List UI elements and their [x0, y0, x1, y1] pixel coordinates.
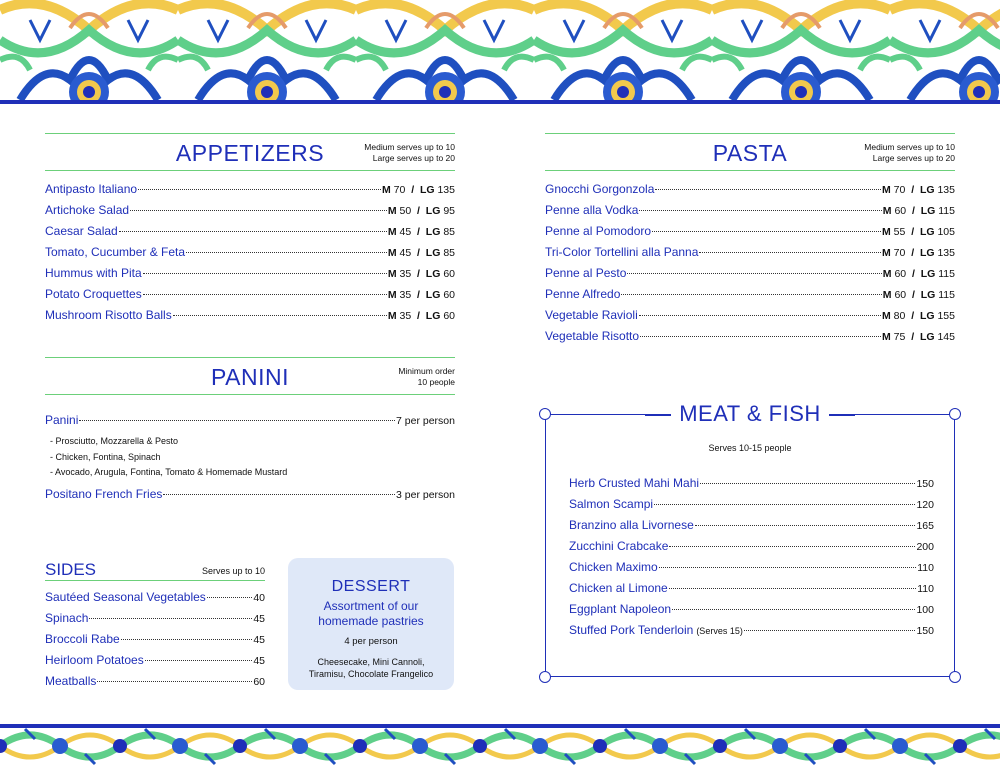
item-name: Panini	[45, 413, 79, 427]
size-medium-label: M	[881, 310, 891, 322]
panini-note-line1: Minimum order	[398, 366, 455, 376]
item-name: Spinach	[45, 611, 89, 625]
pasta-note-line2: Large serves up to 20	[872, 153, 955, 163]
size-large-label: LG	[425, 310, 441, 322]
list-item	[569, 560, 934, 581]
item-price: 100	[916, 604, 934, 616]
dot-leader	[89, 618, 252, 619]
list-item	[45, 632, 265, 653]
list-item	[45, 413, 455, 434]
dot-leader	[163, 494, 395, 495]
item-name: Tomato, Cucumber & Feta	[45, 245, 186, 259]
item-price	[388, 205, 455, 217]
size-large-label: LG	[920, 205, 936, 217]
size-medium-label: M	[387, 205, 397, 217]
list-item	[569, 623, 934, 644]
price-medium: 75	[893, 331, 906, 343]
meat-fish-title: MEAT & FISH	[667, 401, 833, 427]
appetizers-section	[45, 133, 455, 329]
price-large: 85	[443, 226, 455, 238]
item-name: Chicken al Limone	[569, 581, 668, 595]
pasta-note-line1: Medium serves up to 10	[864, 142, 955, 152]
list-item	[545, 182, 955, 203]
price-medium: 55	[893, 226, 906, 238]
list-item	[569, 518, 934, 539]
dot-leader	[639, 210, 881, 211]
meat-fish-box	[545, 401, 955, 677]
dot-leader	[672, 609, 915, 610]
price-large: 105	[937, 226, 955, 238]
sides-header	[45, 559, 265, 581]
sides-title: SIDES	[45, 560, 97, 579]
list-item	[569, 602, 934, 623]
price-medium: 60	[894, 268, 907, 280]
panini-option: - Avocado, Arugula, Fontina, Tomato & Homemade Mustard	[50, 467, 288, 477]
item-price: 120	[916, 499, 934, 511]
dot-leader	[654, 504, 915, 505]
size-large-label: LG	[419, 184, 435, 196]
size-medium-label: M	[882, 268, 892, 280]
dot-leader	[143, 294, 387, 295]
list-item	[45, 182, 455, 203]
item-price: 110	[917, 583, 934, 595]
size-large-label: LG	[425, 268, 441, 280]
size-separator: /	[417, 247, 420, 259]
price-large: 135	[437, 184, 455, 196]
appetizers-header	[45, 133, 455, 171]
item-price: 45	[253, 655, 265, 667]
price-medium: 35	[399, 289, 412, 301]
dessert-portion: 4 per person	[344, 636, 398, 647]
size-medium-label: M	[387, 247, 397, 259]
pasta-section	[545, 133, 955, 350]
dot-leader	[130, 210, 387, 211]
dessert-title: DESSERT	[331, 578, 411, 595]
appetizers-title: APPETIZERS	[175, 140, 325, 166]
size-medium-label: M	[881, 331, 891, 343]
top-tile-border	[0, 0, 1000, 104]
item-name: Artichoke Salad	[45, 203, 130, 217]
sides-serving-note: Serves up to 10	[201, 566, 265, 576]
price-large: 115	[938, 289, 955, 301]
price-large: 145	[937, 331, 955, 343]
item-price	[388, 226, 455, 238]
dot-leader	[145, 660, 253, 661]
size-large-label: LG	[425, 205, 441, 217]
price-large: 60	[443, 289, 455, 301]
item-name: Positano French Fries	[45, 486, 163, 501]
list-item	[545, 287, 955, 308]
meat-fish-header	[546, 401, 954, 427]
item-name: Penne Alfredo	[545, 287, 621, 301]
price-large: 135	[937, 184, 955, 196]
size-medium-label: M	[381, 184, 391, 196]
dessert-desc-line1: Assortment of our	[323, 599, 419, 613]
panini-list	[45, 413, 455, 434]
corner-ornament	[539, 671, 551, 683]
dot-leader	[655, 189, 881, 190]
panini-section	[45, 357, 455, 508]
size-separator: /	[911, 247, 915, 259]
item-name: Zucchini Crabcake	[569, 539, 669, 553]
panini-title: PANINI	[211, 364, 289, 390]
item-price	[882, 331, 955, 343]
item-price	[882, 310, 955, 322]
tile-pattern-bottom	[0, 724, 1000, 773]
list-item	[45, 590, 265, 611]
item-price: 150	[916, 625, 934, 637]
item-price	[883, 205, 955, 217]
item-price	[882, 247, 955, 259]
size-large-label: LG	[919, 226, 935, 238]
size-separator: /	[911, 268, 915, 280]
price-medium: 45	[399, 247, 412, 259]
item-price: 165	[916, 520, 934, 532]
size-large-label: LG	[920, 268, 936, 280]
dessert-list-line2: Tiramisu, Chocolate Frangelico	[308, 669, 434, 679]
dessert-varieties	[288, 656, 454, 680]
item-price	[882, 184, 955, 196]
price-medium: 80	[893, 310, 906, 322]
appetizers-serving-note	[364, 142, 455, 164]
price-medium: 70	[893, 247, 906, 259]
list-item	[45, 245, 455, 266]
panini-option: - Prosciutto, Mozzarella & Pesto	[50, 436, 179, 446]
panini-note-line2: 10 people	[417, 377, 455, 387]
panini-header	[45, 357, 455, 395]
item-price	[388, 310, 455, 322]
dot-leader	[173, 315, 387, 316]
item-price: 40	[253, 592, 265, 604]
corner-ornament	[949, 671, 961, 683]
price-large: 95	[443, 205, 455, 217]
size-separator: /	[417, 289, 420, 301]
item-name: Caesar Salad	[45, 224, 118, 238]
size-medium-label: M	[881, 247, 891, 259]
size-medium-label: M	[387, 268, 397, 280]
price-large: 155	[937, 310, 955, 322]
dessert-list-line1: Cheesecake, Mini Cannoli,	[317, 657, 425, 667]
item-name: Penne alla Vodka	[545, 203, 639, 217]
size-large-label: LG	[919, 310, 935, 322]
price-medium: 60	[894, 205, 907, 217]
item-price: 150	[916, 478, 934, 490]
item-price	[883, 289, 955, 301]
size-separator: /	[417, 226, 420, 238]
dessert-description	[288, 599, 454, 629]
item-name: Chicken Maximo	[569, 560, 658, 574]
appetizers-note-line2: Large serves up to 20	[372, 153, 455, 163]
item-name: Branzino alla Livornese	[569, 518, 694, 532]
price-medium: 60	[894, 289, 907, 301]
dot-leader	[97, 681, 252, 682]
list-item	[45, 287, 455, 308]
item-name: Hummus with Pita	[45, 266, 142, 280]
list-item	[45, 487, 455, 508]
item-name: Antipasto Italiano	[45, 182, 138, 196]
dot-leader	[79, 420, 395, 421]
list-item	[545, 203, 955, 224]
item-price	[883, 268, 955, 280]
price-medium: 70	[393, 184, 406, 196]
item-price	[388, 289, 455, 301]
pasta-header	[545, 133, 955, 171]
size-separator: /	[911, 289, 915, 301]
pasta-list	[545, 182, 955, 350]
list-item	[545, 224, 955, 245]
size-separator: /	[911, 331, 915, 343]
list-item	[545, 245, 955, 266]
item-name: Sautéed Seasonal Vegetables	[45, 590, 206, 604]
size-medium-label: M	[881, 226, 891, 238]
panini-order-note	[398, 366, 455, 388]
price-medium: 50	[399, 205, 412, 217]
item-name: Penne al Pomodoro	[545, 224, 652, 238]
panini-options	[50, 436, 455, 483]
dot-leader	[143, 273, 387, 274]
size-separator: /	[911, 205, 915, 217]
list-item	[45, 224, 455, 245]
dot-leader	[640, 336, 881, 337]
size-large-label: LG	[919, 184, 935, 196]
item-name: Meatballs	[45, 674, 97, 688]
price-large: 115	[938, 205, 955, 217]
size-separator: /	[417, 268, 420, 280]
size-medium-label: M	[882, 205, 892, 217]
list-item	[45, 203, 455, 224]
item-price: 7 per person	[396, 415, 455, 427]
size-large-label: LG	[919, 331, 935, 343]
dot-leader	[119, 231, 387, 232]
item-name: Heirloom Potatoes	[45, 653, 144, 667]
item-name: Penne al Pesto	[545, 266, 627, 280]
item-name: Vegetable Risotto	[545, 329, 640, 343]
size-large-label: LG	[919, 247, 935, 259]
price-large: 60	[443, 310, 455, 322]
list-item	[545, 266, 955, 287]
item-name: Gnocchi Gorgonzola	[545, 182, 655, 196]
item-price	[882, 226, 955, 238]
item-price: 110	[917, 562, 934, 574]
item-name: Eggplant Napoleon	[569, 602, 672, 616]
size-separator: /	[417, 205, 420, 217]
dot-leader	[744, 630, 916, 631]
size-medium-label: M	[881, 184, 891, 196]
size-large-label: LG	[425, 247, 441, 259]
price-large: 85	[443, 247, 455, 259]
list-item	[569, 581, 934, 602]
dot-leader	[669, 588, 917, 589]
price-medium: 70	[893, 184, 906, 196]
item-price	[388, 247, 455, 259]
price-medium: 35	[399, 268, 412, 280]
item-name: Salmon Scampi	[569, 497, 654, 511]
sides-list	[45, 590, 265, 695]
item-price: 3 per person	[396, 488, 455, 501]
item-note: (Serves 15)	[696, 626, 743, 636]
item-price	[388, 268, 455, 280]
size-medium-label: M	[387, 226, 397, 238]
list-item	[45, 674, 265, 695]
size-separator: /	[911, 184, 915, 196]
meat-fish-serving-note: Serves 10-15 people	[708, 443, 792, 453]
price-large: 115	[938, 268, 955, 280]
size-separator: /	[417, 310, 420, 322]
list-item	[569, 476, 934, 497]
dessert-box	[288, 558, 454, 690]
dot-leader	[621, 294, 881, 295]
item-price: 45	[253, 634, 265, 646]
dot-leader	[695, 525, 916, 526]
list-item	[569, 539, 934, 560]
list-item	[545, 308, 955, 329]
list-item	[569, 497, 934, 518]
size-medium-label: M	[387, 289, 397, 301]
size-medium-label: M	[882, 289, 892, 301]
dot-leader	[639, 315, 881, 316]
item-name: Tri-Color Tortellini alla Panna	[545, 245, 699, 259]
item-name: Broccoli Rabe	[45, 632, 120, 646]
item-name: Potato Croquettes	[45, 287, 142, 301]
tile-pattern-top	[0, 0, 1000, 104]
appetizers-list	[45, 182, 455, 329]
size-medium-label: M	[387, 310, 397, 322]
dot-leader	[669, 546, 915, 547]
panini-extras-list	[45, 487, 455, 508]
price-medium: 45	[399, 226, 412, 238]
dot-leader	[186, 252, 387, 253]
price-medium: 35	[399, 310, 412, 322]
dot-leader	[121, 639, 253, 640]
pasta-serving-note	[864, 142, 955, 164]
panini-option: - Chicken, Fontina, Spinach	[50, 451, 161, 462]
size-separator: /	[411, 184, 415, 196]
size-large-label: LG	[425, 226, 441, 238]
item-price: 45	[253, 613, 265, 625]
dessert-desc-line2: homemade pastries	[318, 614, 424, 628]
list-item	[45, 308, 455, 329]
dot-leader	[659, 567, 917, 568]
price-large: 135	[937, 247, 955, 259]
meat-fish-list	[569, 476, 934, 644]
list-item	[45, 266, 455, 287]
dot-leader	[627, 273, 881, 274]
dot-leader	[207, 597, 253, 598]
dot-leader	[138, 189, 381, 190]
item-name: Vegetable Ravioli	[545, 308, 638, 322]
size-separator: /	[911, 226, 915, 238]
list-item	[45, 653, 265, 674]
dot-leader	[699, 252, 881, 253]
item-price: 60	[253, 676, 265, 688]
list-item	[45, 611, 265, 632]
item-price	[382, 184, 455, 196]
item-name: Stuffed Pork Tenderloin	[569, 623, 694, 637]
size-large-label: LG	[425, 289, 441, 301]
sides-section	[45, 559, 265, 695]
pasta-title: PASTA	[712, 140, 788, 166]
size-separator: /	[911, 310, 915, 322]
item-name: Herb Crusted Mahi Mahi	[569, 476, 700, 490]
appetizers-note-line1: Medium serves up to 10	[364, 142, 455, 152]
price-large: 60	[443, 268, 455, 280]
dot-leader	[652, 231, 881, 232]
dot-leader	[700, 483, 915, 484]
list-item	[545, 329, 955, 350]
item-price: 200	[916, 541, 934, 553]
item-name: Mushroom Risotto Balls	[45, 308, 172, 322]
bottom-tile-border	[0, 724, 1000, 773]
size-large-label: LG	[920, 289, 936, 301]
